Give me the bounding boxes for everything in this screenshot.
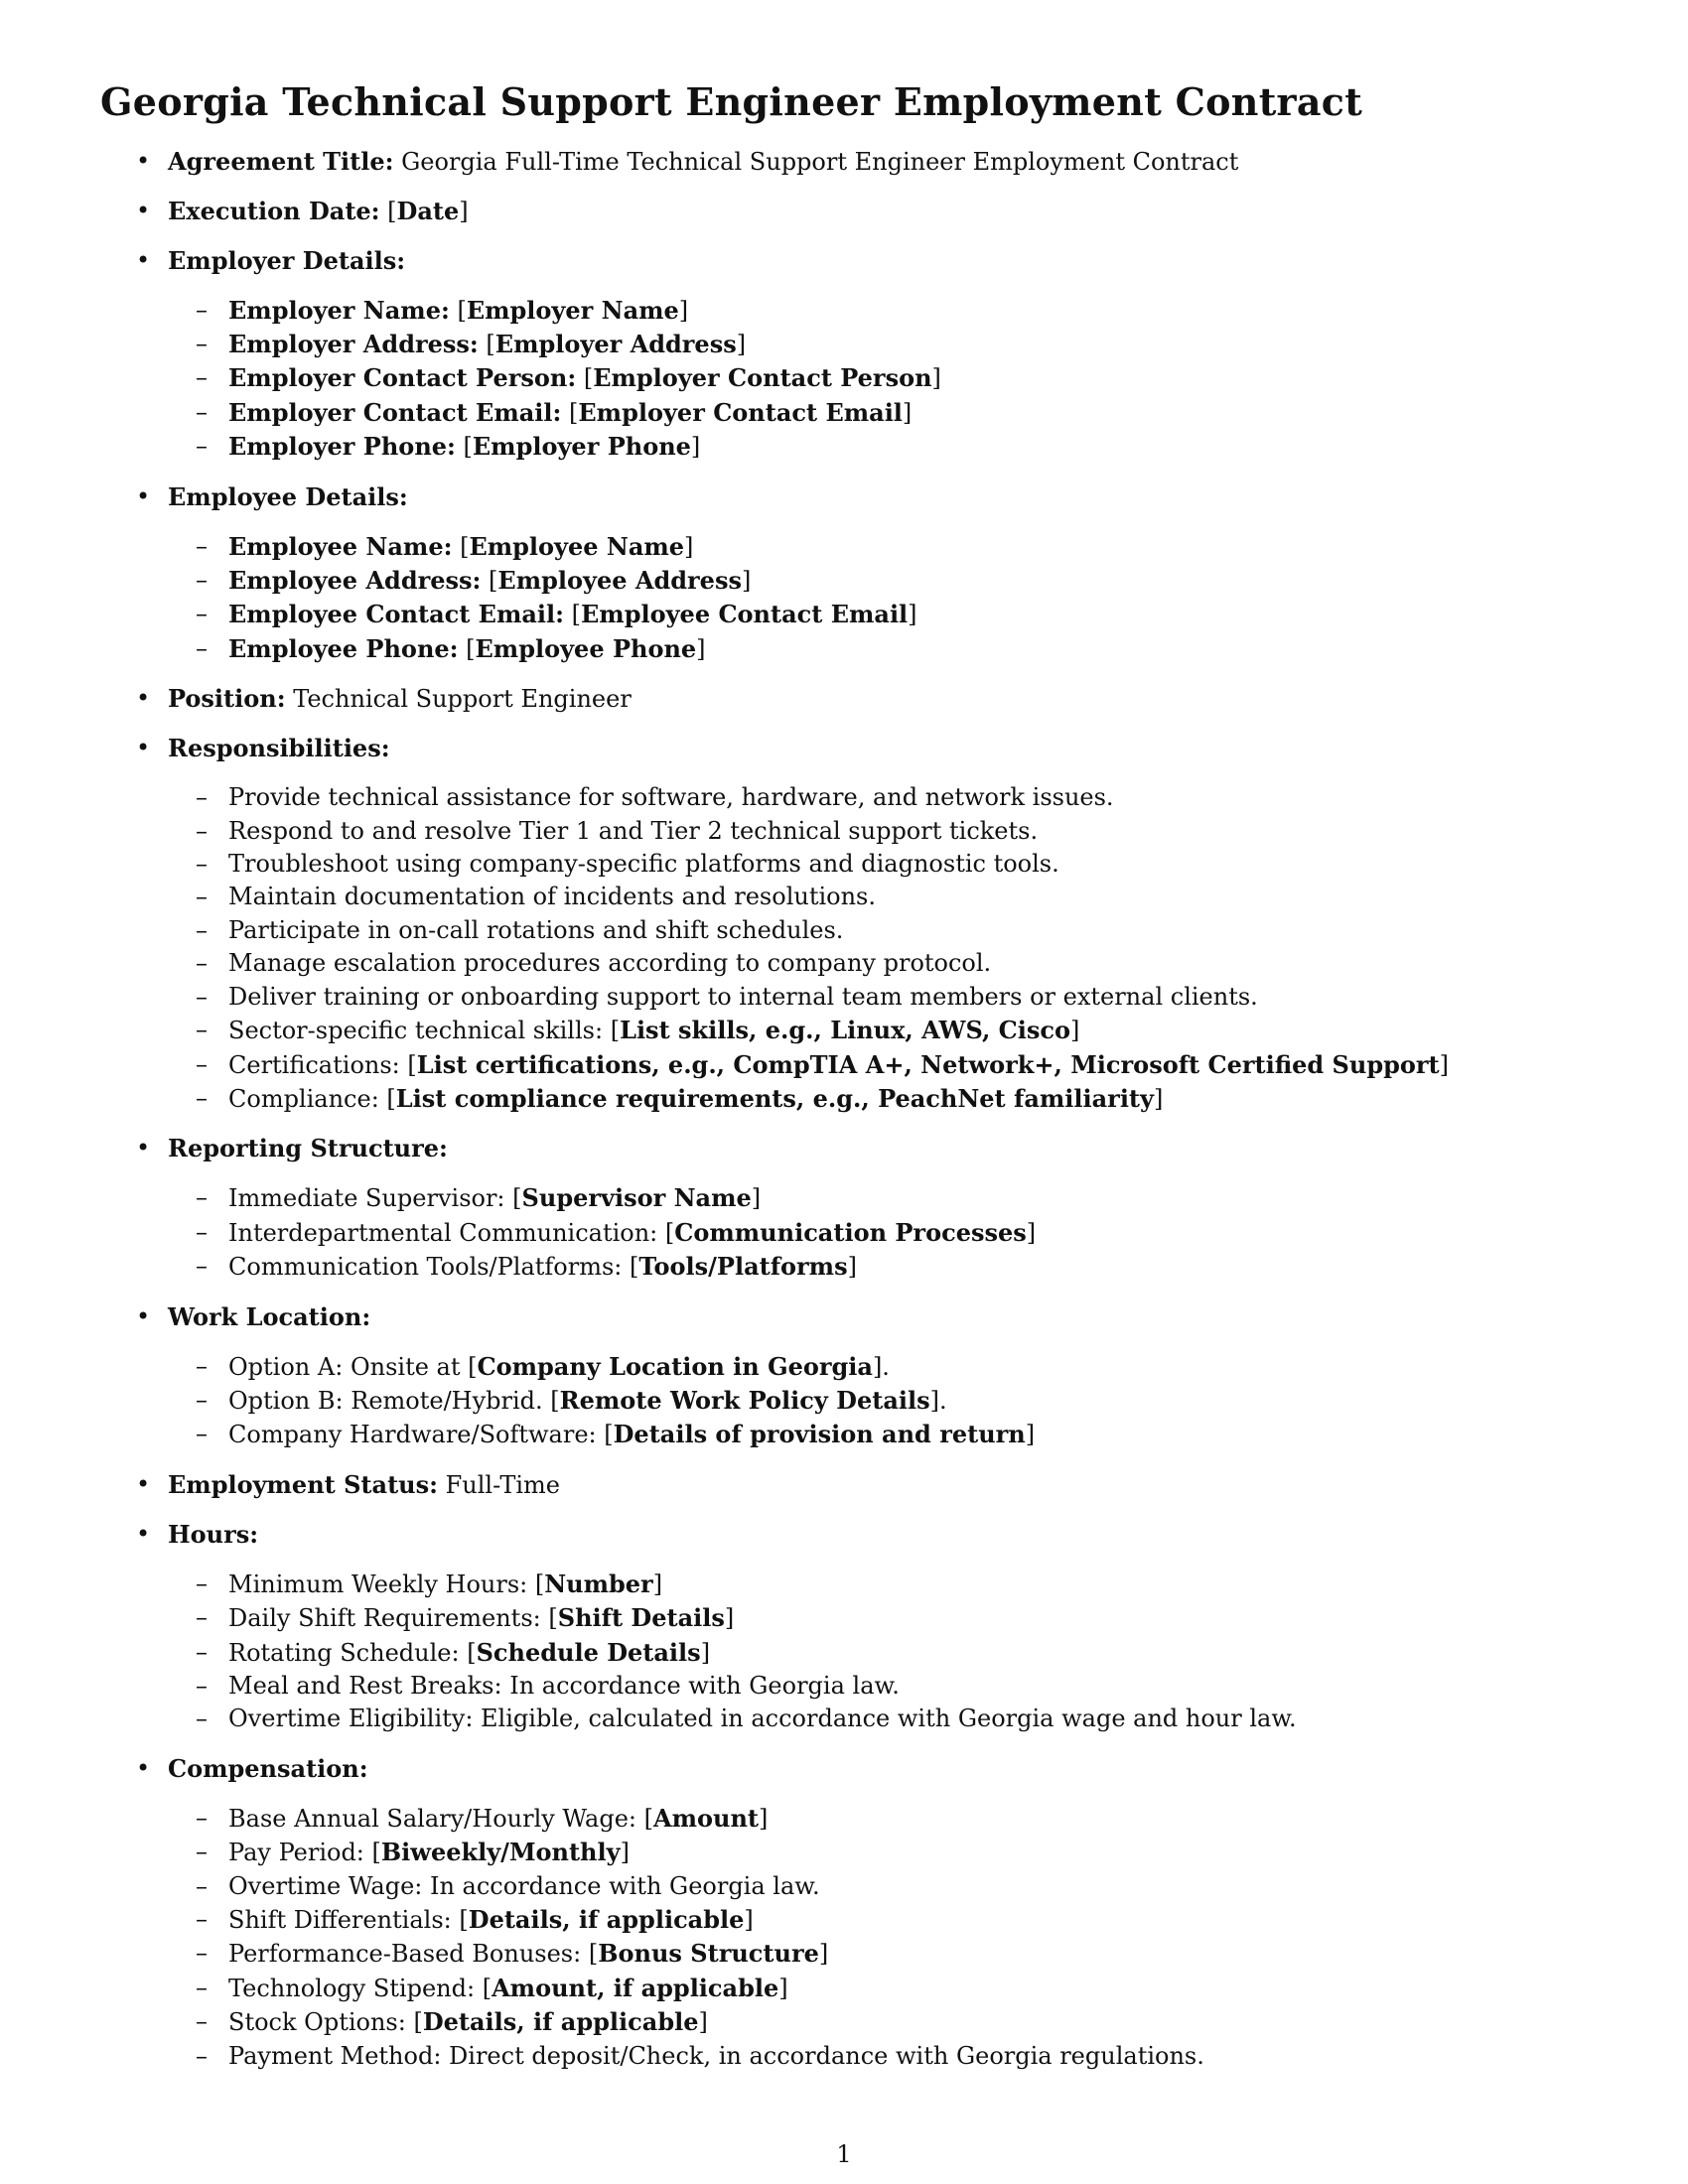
field-placeholder: List skills, e.g., Linux, AWS, Cisco [620,1016,1071,1045]
compensation-list [168,1802,1590,2073]
list-item: – Maintain documentation of incidents and resolutions. [168,881,1590,913]
field-placeholder: Shift Details [557,1603,725,1633]
technology-stipend-item: – Technology Stipend: [Amount, if applicable] [168,1972,1590,2005]
field-label: Communication Tools/Platforms: [228,1253,623,1282]
rotating-schedule-item: – Rotating Schedule: [Schedule Details] [168,1636,1590,1670]
execution-date-label: Execution Date: [168,196,380,225]
field-placeholder: Communication Processes [674,1217,1027,1247]
field-label: Daily Shift Requirements: [228,1604,541,1633]
employment-status-value: Full-Time [445,1470,560,1499]
employee-details-list [168,530,1590,667]
field-label: Sector-specific technical skills: [228,1017,604,1045]
field-label: Performance-Based Bonuses: [228,1940,582,1969]
field-placeholder: Employer Contact Email [578,397,903,427]
field-placeholder: Employer Address [494,330,737,358]
field-label: Pay Period: [228,1839,364,1867]
field-label: Employee Contact Email: [228,600,565,629]
field-label: Technology Stipend: [228,1974,476,2002]
list-item: – Provide technical assistance for software, hardware, and network issues. [168,781,1590,814]
list-item: – Manage escalation procedures according to company protocol. [168,947,1590,980]
employer-details-label: Employer Details: [168,245,406,275]
position-value: Technical Support Engineer [293,685,632,714]
field-label: Rotating Schedule: [228,1638,460,1667]
field-label: Employee Phone: [228,633,459,663]
employer-contact-email-item: – Employer Contact Email: [Employer Contact Email] [168,396,1590,430]
payment-method-item: – Payment Method: Direct deposit/Check, in accordance with Georgia regulations. [168,2040,1590,2073]
employee-details-section [100,480,1590,667]
contract-sections [100,145,1590,2073]
field-placeholder: Employer Name [466,295,679,325]
field-placeholder: Employer Contact Person [593,363,932,393]
field-label: Employer Name: [228,295,450,325]
hours-list [168,1568,1590,1736]
shift-differentials-item: – Shift Differentials: [Details, if applicable] [168,1903,1590,1937]
page-number: 1 [836,2140,852,2168]
employer-details-section [100,244,1590,465]
agreement-title-value: Georgia Full-Time Technical Support Engineer Employment Contract [401,147,1239,176]
agreement-title-label: Agreement Title: [168,146,394,176]
field-label: Immediate Supervisor: [228,1184,505,1213]
field-placeholder: Details of provision and return [613,1420,1026,1449]
field-label: Option A: Onsite at [228,1352,461,1381]
field-placeholder: Employee Address [497,566,742,596]
field-label: Employer Contact Email: [228,397,562,427]
field-placeholder: Tools/Platforms [638,1252,848,1282]
field-placeholder: Details, if applicable [468,1905,745,1934]
field-label: Certifications: [228,1050,400,1079]
overtime-eligibility-item: – Overtime Eligibility: Eligible, calculated in accordance with Georgia wage and hour law. [168,1703,1590,1735]
employee-contact-email-item: – Employee Contact Email: [Employee Contact Email] [168,598,1590,631]
field-placeholder: Employee Contact Email [581,600,909,629]
min-weekly-hours-item: – Minimum Weekly Hours: [Number] [168,1568,1590,1601]
field-label: Employee Name: [228,531,453,561]
stock-options-item: – Stock Options: [Details, if applicable] [168,2005,1590,2039]
employee-name-item: – Employee Name: [Employee Name] [168,530,1590,564]
employer-contact-person-item: – Employer Contact Person: [Employer Contact Person] [168,361,1590,395]
field-placeholder: Schedule Details [476,1637,701,1667]
field-placeholder: Employer Phone [472,432,691,462]
employer-details-list [168,294,1590,465]
field-placeholder: Amount [652,1803,759,1833]
employee-address-item: – Employee Address: [Employee Address] [168,564,1590,598]
employer-address-item: – Employer Address: [Employer Address] [168,328,1590,361]
option-b-item: – Option B: Remote/Hybrid. [Remote Work Policy Details]. [168,1384,1590,1418]
field-label: Stock Options: [228,2008,406,2037]
employment-status-label: Employment Status: [168,1469,438,1499]
certifications-item: – Certifications: [List certifications, e.g., CompTIA A+, Network+, Microsoft Certified Support] [168,1048,1590,1082]
page-title: Georgia Technical Support Engineer Employment Contract [100,79,1363,124]
employer-name-item: – Employer Name: [Employer Name] [168,294,1590,328]
responsibilities-label: Responsibilities: [168,734,390,763]
position-label: Position: [168,684,286,714]
work-location-section [100,1300,1590,1452]
list-item: – Respond to and resolve Tier 1 and Tier 2 technical support tickets. [168,815,1590,848]
field-placeholder: Bonus Structure [598,1939,819,1969]
compensation-label: Compensation: [168,1753,368,1783]
field-label: Base Annual Salary/Hourly Wage: [228,1804,636,1833]
tools-item: – Communication Tools/Platforms: [Tools/Platforms] [168,1250,1590,1284]
pay-period-item: – Pay Period: [Biweekly/Monthly] [168,1836,1590,1869]
field-label: Employer Contact Person: [228,363,577,393]
list-item: – Deliver training or onboarding support to internal team members or external clients. [168,981,1590,1014]
reporting-structure-list [168,1181,1590,1284]
daily-shift-item: – Daily Shift Requirements: [Shift Details] [168,1601,1590,1635]
compensation-section [100,1752,1590,2073]
field-placeholder: Employee Phone [475,633,697,663]
hours-section [100,1518,1590,1736]
execution-date-value: Date [396,196,460,225]
skills-item: – Sector-specific technical skills: [List skills, e.g., Linux, AWS, Cisco] [168,1014,1590,1047]
field-placeholder: Company Location in Georgia [477,1351,873,1381]
reporting-structure-label: Reporting Structure: [168,1134,448,1163]
field-placeholder: Remote Work Policy Details [559,1385,930,1415]
field-label: Compliance: [228,1084,379,1113]
position-item [100,682,1590,716]
employer-phone-item: – Employer Phone: [Employer Phone] [168,430,1590,464]
field-label: Minimum Weekly Hours: [228,1570,528,1598]
bonuses-item: – Performance-Based Bonuses: [Bonus Structure] [168,1937,1590,1971]
meal-breaks-item: – Meal and Rest Breaks: In accordance with Georgia law. [168,1670,1590,1703]
field-label: Employer Address: [228,330,479,358]
field-placeholder: Employee Name [469,531,685,561]
execution-date-item: • Execution Date: [Date] [100,195,1590,228]
employment-status-item [100,1468,1590,1502]
reporting-structure-section [100,1132,1590,1284]
agreement-title-item [100,145,1590,179]
field-placeholder: Amount, if applicable [492,1973,779,2002]
communication-item: – Interdepartmental Communication: [Communication Processes] [168,1216,1590,1250]
field-label: Interdepartmental Communication: [228,1218,658,1247]
field-placeholder: Supervisor Name [521,1183,752,1213]
list-item: – Participate in on-call rotations and shift schedules. [168,914,1590,947]
field-label: Employee Address: [228,566,482,596]
overtime-wage-item: – Overtime Wage: In accordance with Georgia law. [168,1870,1590,1903]
responsibilities-section [100,732,1590,1116]
base-salary-item: – Base Annual Salary/Hourly Wage: [Amount] [168,1802,1590,1836]
field-placeholder: Number [544,1569,653,1598]
field-label: Shift Differentials: [228,1906,452,1934]
list-item: – Troubleshoot using company-specific platforms and diagnostic tools. [168,848,1590,881]
responsibilities-list [168,781,1590,1116]
field-placeholder: Biweekly/Monthly [380,1838,621,1867]
field-placeholder: List certifications, e.g., CompTIA A+, Network+, Microsoft Certified Support [416,1049,1440,1079]
field-placeholder: Details, if applicable [422,2007,699,2037]
work-location-list [168,1350,1590,1452]
employee-details-label: Employee Details: [168,481,408,511]
option-a-item: – Option A: Onsite at [Company Location in Georgia]. [168,1350,1590,1384]
hardware-item: – Company Hardware/Software: [Details of provision and return] [168,1418,1590,1451]
supervisor-item: – Immediate Supervisor: [Supervisor Name] [168,1181,1590,1215]
field-label: Employer Phone: [228,432,456,462]
field-placeholder: List compliance requirements, e.g., PeachNet familiarity [395,1083,1154,1113]
employee-phone-item: – Employee Phone: [Employee Phone] [168,632,1590,666]
document-page [100,79,1590,2089]
field-label: Option B: Remote/Hybrid. [228,1386,543,1415]
work-location-label: Work Location: [168,1301,371,1331]
compliance-item: – Compliance: [List compliance requirements, e.g., PeachNet familiarity] [168,1082,1590,1116]
field-label: Company Hardware/Software: [228,1421,597,1449]
hours-label: Hours: [168,1519,259,1549]
